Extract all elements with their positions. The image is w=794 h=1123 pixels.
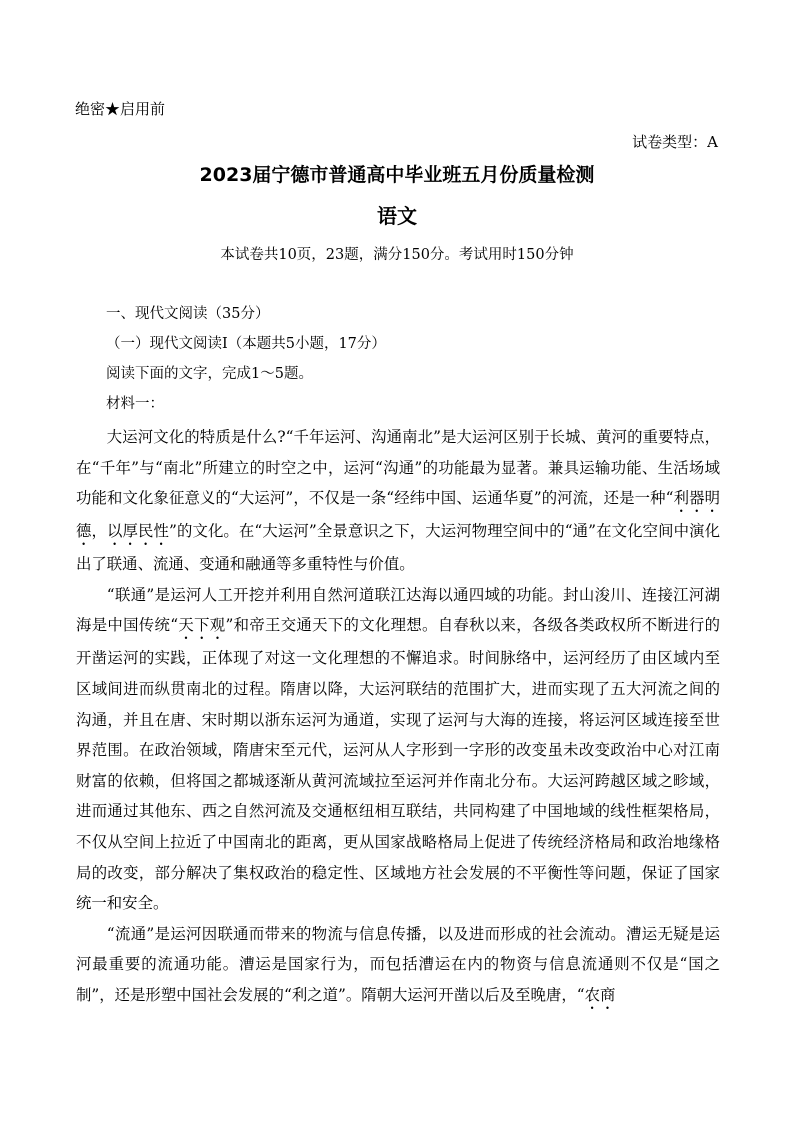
passage-body — [76, 422, 720, 1013]
paragraph-2 — [76, 580, 720, 919]
emphasis-text: 以厚民性 — [107, 522, 169, 541]
paragraph-2-text-b: ”和帝王交通天下的文化理想。自春秋以来，各级各类政权所不断进行的开凿运河的实践，正体现了对这一文化理想的不懈追求。时间脉络中，运河经历了由区域内至区域间进而纵贯南北的过程。隋唐以降，大运河联结的范围扩大，进而实现了五大河流之间的沟通，并且在唐、宋时期以浙东运河为通道，实现了运河与大海的连接，将运河区域连接至世界范围。在政治领域，隋唐宋至元代，运河从人字形到一字形的改变虽未改变政治中心对江南财富的依赖，但将国之都城逐渐从黄河流域拉至运河并作南北分布。大运河跨越区域之畛域，进而通过其他东、西之自然河流及交通枢纽相互联结，共同构建了中国地域的线性框架格局，不仅从空间上拉近了中国南北的距离，更从国家战略格局上促进了传统经济格局和政治地缘格局的改变，部分解决了集权政治的稳定性、区域地方社会发展的不平衡性等问题，保证了国家统一和安全。 — [76, 616, 720, 913]
emphasis-text: 利器明德 — [76, 489, 720, 541]
instruction-text: 阅读下面的文字，完成1～5题。 — [106, 366, 313, 382]
paragraph-1-text-b: ， — [91, 522, 107, 541]
paragraph-1-text-a: 大运河文化的特质是什么?“千年运河、沟通南北”是大运河区别于长城、黄河的重要特点，在“千年”与“南北”所建立的时空之中，运河“沟通”的功能最为显著。兼具运输功能、生活场域功能和文化象征意义的“大运河”，不仅是一条“经纬中国、运通华夏”的河流，还是一种“ — [76, 428, 720, 508]
paragraph-1 — [76, 422, 720, 580]
paragraph-1-text-c: ”的文化。在“大运河”全景意识之下，大运河物理空间中的“通”在文化空间中演化出了联通、流通、变通和融通等多重特性与价值。 — [76, 522, 720, 574]
paper-type: 试卷类型：A — [632, 133, 718, 151]
emphasis-text: 农商 — [584, 985, 616, 1004]
confidential-label: 绝密★启用前 — [75, 100, 166, 118]
exam-title: 2023届宁德市普通高中毕业班五月份质量检测 — [199, 164, 595, 186]
subject-title: 语文 — [377, 204, 417, 228]
sub-section-heading: （一）现代文阅读Ⅰ（本题共5小题，17分） — [106, 336, 386, 352]
section-heading: 一、现代文阅读（35分） — [106, 306, 270, 322]
exam-note: 本试卷共10页，23题，满分150分。考试用时150分钟 — [220, 247, 574, 263]
paragraph-3-text-a: “流通”是运河因联通而带来的物流与信息传播，以及进而形成的社会流动。漕运无疑是运河最重要的流通功能。漕运是国家行为，而包括漕运在内的物资与信息流通则不仅是“国之制”，还是形塑中国社会发展的“利之道”。隋朝大运河开凿以后及至晚唐，“ — [76, 924, 720, 1004]
paragraph-3 — [76, 919, 720, 1013]
paragraph-2-text-a: “联通”是运河人工开挖并利用自然河道联江达海以通四域的功能。封山浚川、连接江河湖海是中国传统“ — [76, 585, 720, 635]
material-label: 材料一： — [106, 396, 164, 412]
emphasis-text: 天下观 — [178, 616, 226, 635]
